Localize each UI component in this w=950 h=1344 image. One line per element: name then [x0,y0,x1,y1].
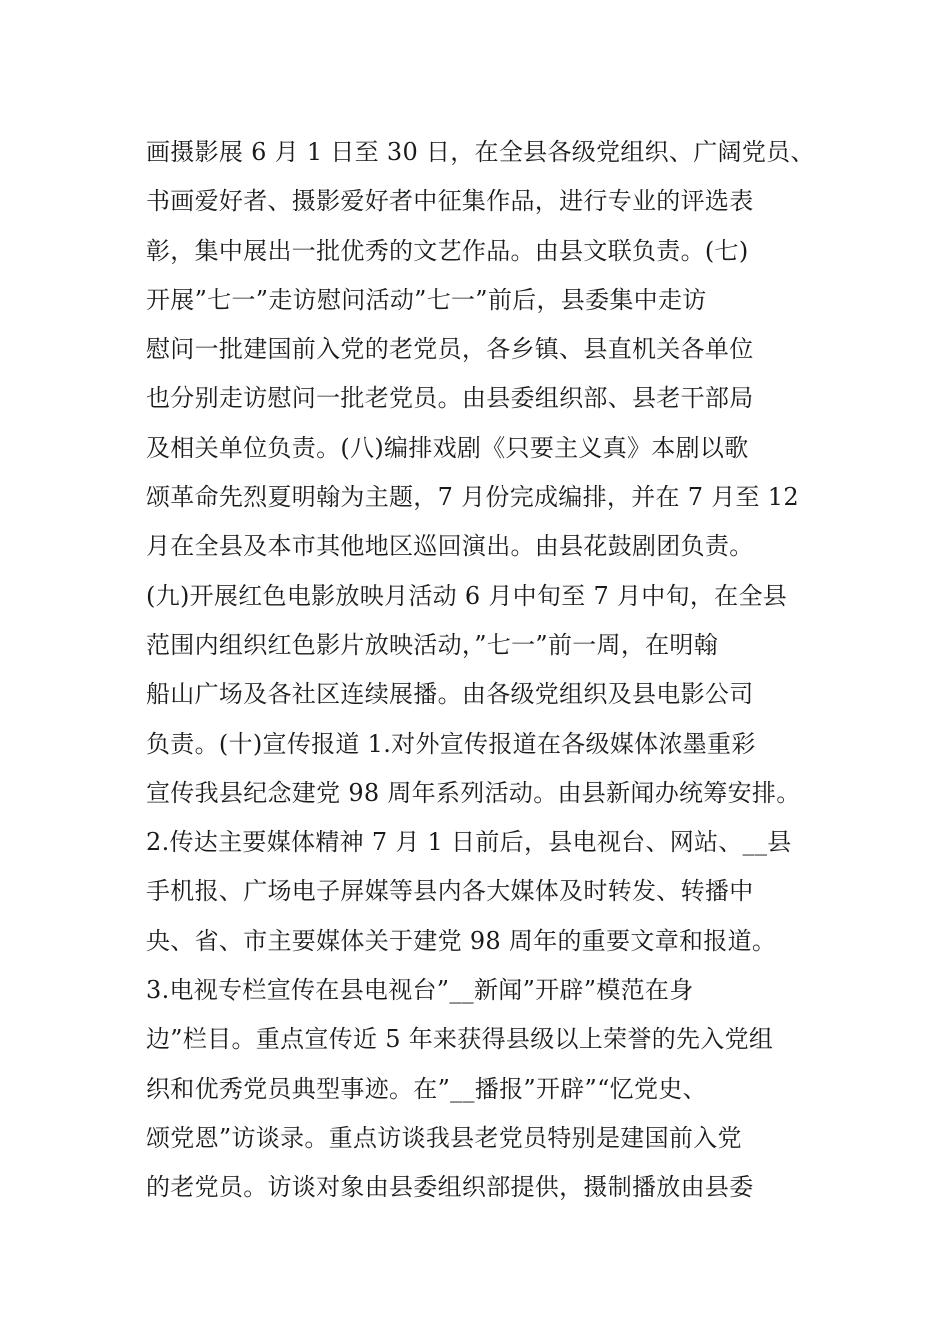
text-line: 边”栏目。重点宣传近 5 年来获得县级以上荣誉的先入党组 [146,1025,774,1054]
text-line: 负责。(十)宣传报道 1.对外宣传报道在各级媒体浓墨重彩 [146,729,756,758]
text-line: 画摄影展 6 月 1 日至 30 日，在全县各级党组织、广阔党员、 [146,138,815,166]
text-line: 央、省、市主要媒体关于建党 98 周年的重要文章和报道。 [146,926,777,955]
text-line: 手机报、广场电子屏媒等县内各大媒体及时转发、转播中 [146,877,754,906]
text-line: 宣传我县纪念建党 98 周年系列活动。由县新闻办统筹安排。 [146,778,801,807]
text-line: 彰，集中展出一批优秀的文艺作品。由县文联负责。(七) [146,236,749,265]
text-line: 的老党员。访谈对象由县委组织部提供，摄制播放由县委 [146,1173,754,1202]
text-line: 织和优秀党员典型事迹。在”__播报”开辟”“忆党史、 [146,1074,707,1103]
text-line: 也分别走访慰问一批老党员。由县委组织部、县老干部局 [146,384,754,413]
text-line: 3.电视专栏宣传在县电视台”__新闻”开辟”模范在身 [146,976,694,1005]
text-line: 范围内组织红色影片放映活动，”七一”前一周，在明翰 [146,630,719,659]
text-line: 月在全县及本市其他地区巡回演出。由县花鼓剧团负责。 [146,532,754,561]
text-line: (九)开展红色电影放映月活动 6 月中旬至 7 月中旬，在全县 [146,581,788,610]
text-line: 慰问一批建国前入党的老党员，各乡镇、县直机关各单位 [146,335,754,364]
text-line: 及相关单位负责。(八)编排戏剧《只要主义真》本剧以歌 [146,433,749,462]
text-line: 开展”七一”走访慰问活动”七一”前后，县委集中走访 [146,285,707,314]
body-text [146,128,826,1213]
text-line: 2.传达主要媒体精神 7 月 1 日前后，县电视台、网站、__县 [146,828,792,857]
text-line: 书画爱好者、摄影爱好者中征集作品，进行专业的评选表 [146,187,754,216]
text-line: 船山广场及各社区连续展播。由各级党组织及县电影公司 [146,680,754,709]
text-line: 颂党恩”访谈录。重点访谈我县老党员特别是建国前入党 [146,1123,742,1152]
text-line: 颂革命先烈夏明翰为主题，7 月份完成编排，并在 7 月至 12 [146,483,799,512]
